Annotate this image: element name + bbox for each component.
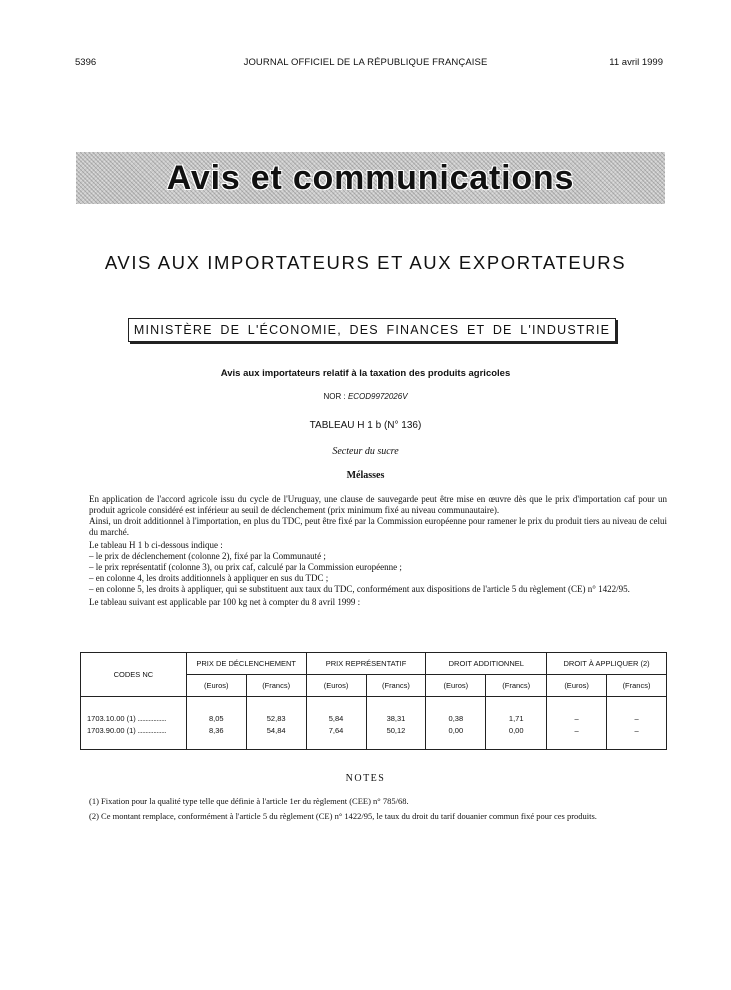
list-item: – en colonne 4, les droits additionnels à appliquer en sus du TDC ; [89,573,329,583]
subheader-francs: (Francs) [246,675,306,697]
subheader-francs: (Francs) [366,675,426,697]
value-cell: – – [547,697,607,750]
subheader-euros: (Euros) [547,675,607,697]
body-paragraph: Ainsi, un droit additionnel à l'importation, en plus du TDC, peut être fixé par la Commission européenne pour ramener le prix du produit tiers au niveau de celui du marché. [89,516,667,537]
value-cell: 52,83 54,84 [246,697,306,750]
group-header-additional-duty: DROIT ADDITIONNEL [426,653,547,675]
value-cell: 5,84 7,64 [306,697,366,750]
list-item: – le prix représentatif (colonne 3), ou prix caf, calculé par la Commission européenne ; [89,562,402,572]
nor-label: NOR : [323,392,346,401]
value-cell: 1,71 0,00 [486,697,547,750]
table-row-code: 1703.90.00 (1) .................. [87,726,166,735]
nor-line [0,392,731,401]
table-row-code: 1703.10.00 (1) .................. [87,714,166,723]
group-header-trigger-price: PRIX DE DÉCLENCHEMENT [186,653,306,675]
note-item: (1) Fixation pour la qualité type telle que définie à l'article 1er du règlement (CEE) n° 785/68. [89,796,409,806]
banner-title: Avis et communications [166,158,575,197]
list-intro: Le tableau H 1 b ci-dessous indique : [89,540,223,550]
notes-list [89,796,667,826]
table-body-row [81,697,667,750]
body-text [89,494,667,608]
list-item: – le prix de déclenchement (colonne 2), fixé par la Communauté ; [89,551,326,561]
header-date: 11 avril 1999 [609,57,663,68]
value-cell: 8,05 8,36 [186,697,246,750]
subheader-euros: (Euros) [186,675,246,697]
body-paragraph: En application de l'accord agricole issu du cycle de l'Uruguay, une clause de sauvegarde peut être mise en œuvre dès que le prix d'importation caf pour un produit agricole considéré est inférieur au seuil de déclenchement (prix minimum fixé au niveau communautaire). [89,494,667,515]
subheader-francs: (Francs) [607,675,667,697]
codes-header: CODES NC [81,653,187,697]
subheader-euros: (Euros) [426,675,486,697]
ministry-name: MINISTÈRE DE L'ÉCONOMIE, DES FINANCES ET DE L'INDUSTRIE [133,323,611,337]
group-header-representative-price: PRIX REPRÉSENTATIF [306,653,426,675]
ministry-box [128,318,616,342]
rates-table [80,652,667,750]
main-heading: AVIS AUX IMPORTATEURS ET AUX EXPORTATEURS [104,252,627,273]
sector-title: Secteur du sucre [332,446,399,457]
value-cell: – – [607,697,667,750]
section-banner [76,152,665,204]
value-cell: 0,38 0,00 [426,697,486,750]
column-list [89,551,667,595]
closing-paragraph: Le tableau suivant est applicable par 100 kg net à compter du 8 avril 1999 : [89,597,361,607]
subheader-euros: (Euros) [306,675,366,697]
notes-title: NOTES [345,773,386,784]
table-reference: TABLEAU H 1 b (N° 136) [309,420,422,431]
codes-cell [81,697,187,750]
subheader-francs: (Francs) [486,675,547,697]
notice-title: Avis aux importateurs relatif à la taxation des produits agricoles [220,368,511,379]
nor-code: ECOD9972026V [347,392,408,401]
note-item: (2) Ce montant remplace, conformément à l'article 5 du règlement (CE) n° 1422/95, le taux du droit du tarif douanier commun fixé pour ces produits. [89,811,597,821]
page-number: 5396 [75,57,97,68]
group-header-applicable-duty: DROIT À APPLIQUER (2) [547,653,667,675]
journal-title: JOURNAL OFFICIEL DE LA RÉPUBLIQUE FRANÇAISE [243,57,488,68]
value-cell: 38,31 50,12 [366,697,426,750]
product-title: Mélasses [346,470,385,481]
list-item: – en colonne 5, les droits à appliquer, qui se substituent aux taux du TDC, conformément aux dispositions de l'article 5 du règlement (CE) n° 1422/95. [89,584,630,594]
